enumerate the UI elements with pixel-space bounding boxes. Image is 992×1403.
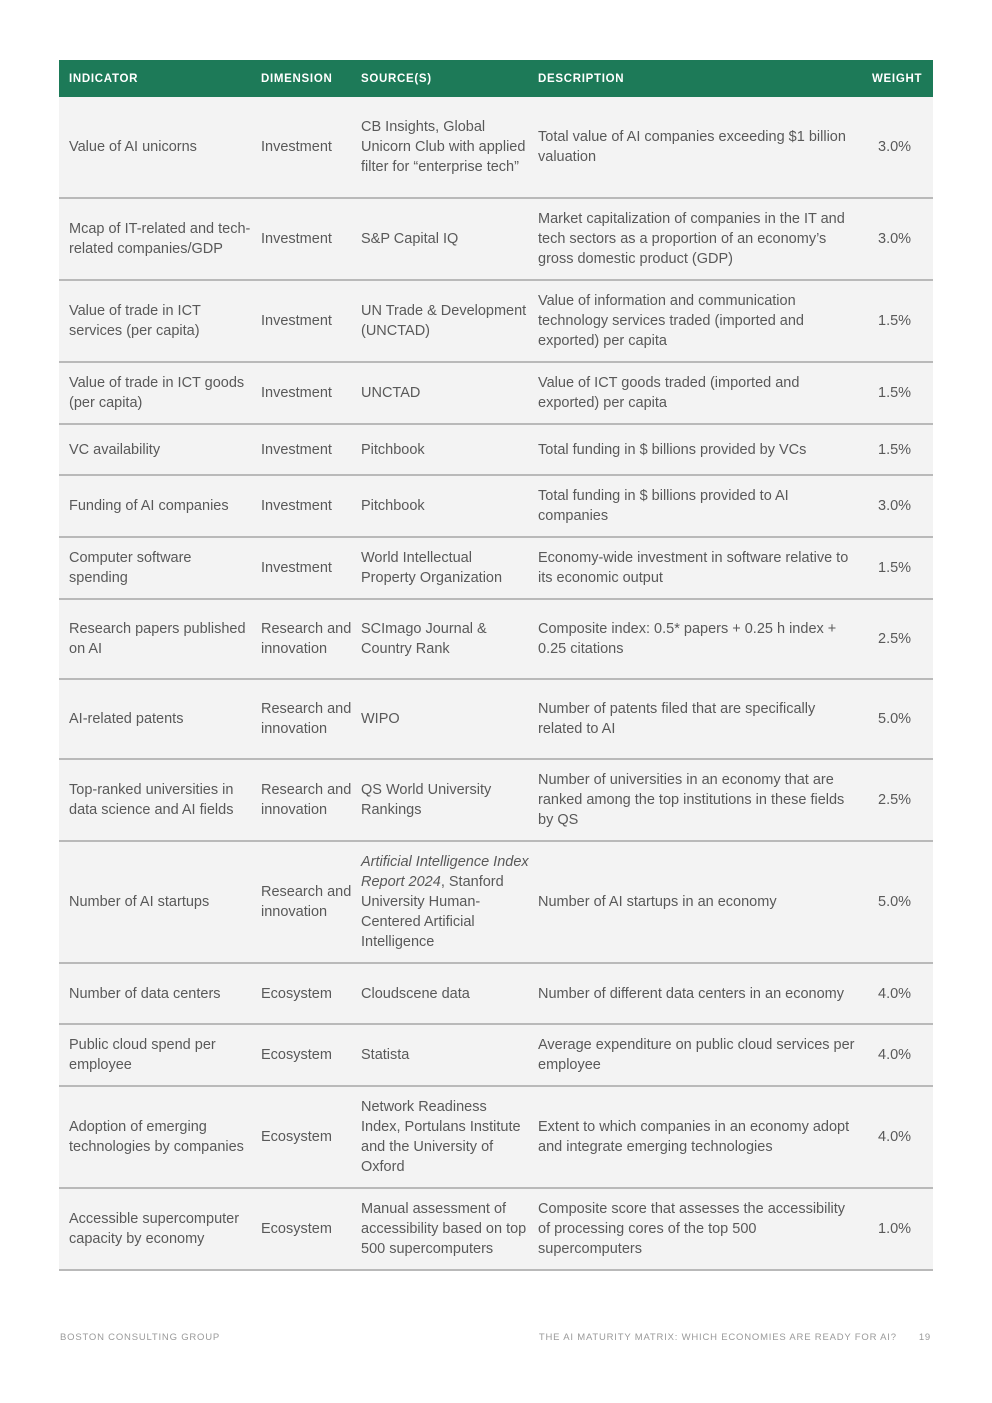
table-body	[59, 97, 933, 1270]
indicator-cell: Mcap of IT-related and tech-related companies/GDP	[69, 221, 251, 257]
indicator-table-container	[59, 60, 933, 1271]
weight-cell: 1.5%	[878, 560, 912, 576]
source-cell: Manual assessment of accessibility based on top 500 supercomputers	[361, 1201, 527, 1257]
description-cell: Number of AI startups in an economy	[538, 894, 777, 910]
source-cell: QS World University Rankings	[361, 782, 492, 818]
indicator-cell: Value of trade in ICT goods (per capita)	[69, 375, 245, 411]
dimension-cell: Investment	[261, 139, 332, 155]
source-cell	[359, 841, 536, 963]
source-text: , Stanford University Human-Centered Artificial Intelligence	[361, 874, 504, 950]
description-cell: Number of different data centers in an economy	[538, 985, 845, 1002]
header-sources: SOURCE(S)	[361, 72, 432, 85]
table-row	[59, 1188, 933, 1270]
description-cell: Total value of AI companies exceeding $1 billion valuation	[538, 129, 846, 165]
indicator-cell: Public cloud spend per employee	[69, 1037, 216, 1073]
dimension-cell: Investment	[261, 441, 332, 458]
source-cell: S&P Capital IQ	[361, 231, 459, 247]
dimension-cell: Ecosystem	[261, 1221, 332, 1237]
indicator-cell: Value of AI unicorns	[69, 139, 197, 155]
weight-cell: 3.0%	[878, 498, 912, 514]
description-cell: Economy-wide investment in software relative to its economic output	[538, 550, 849, 586]
description-cell: Number of patents filed that are specifically related to AI	[538, 701, 816, 737]
weight-cell: 5.0%	[878, 894, 912, 910]
table-row	[59, 599, 933, 679]
indicator-cell: Adoption of emerging technologies by companies	[69, 1119, 244, 1155]
source-cell: SCImago Journal & Country Rank	[361, 621, 487, 657]
weight-cell: 1.5%	[878, 441, 912, 458]
source-cell: Statista	[361, 1047, 410, 1063]
source-cell: World Intellectual Property Organization	[361, 550, 503, 586]
indicator-cell: Accessible supercomputer capacity by economy	[69, 1211, 240, 1247]
dimension-cell: Research and innovation	[261, 884, 352, 920]
header-indicator: INDICATOR	[69, 72, 139, 85]
weight-cell: 4.0%	[878, 1047, 912, 1063]
source-cell: Pitchbook	[361, 441, 425, 458]
table-row	[59, 759, 933, 841]
header-description: DESCRIPTION	[538, 72, 625, 85]
description-cell: Composite index: 0.5* papers + 0.25 h index + 0.25 citations	[538, 621, 837, 657]
table-row	[59, 841, 933, 963]
table-header-row	[59, 60, 933, 97]
weight-cell: 2.5%	[878, 631, 912, 647]
source-italic-title: Artificial Intelligence Index Report 2024	[361, 854, 529, 890]
description-cell: Value of information and communication technology services traded (imported and exported) per capita	[538, 293, 804, 349]
table-row	[59, 537, 933, 599]
page-number: 19	[918, 1332, 931, 1343]
indicator-cell: Top-ranked universities in data science and AI fields	[69, 782, 234, 818]
description-cell: Market capitalization of companies in the IT and tech sectors as a proportion of an economy’s gross domestic product (GDP)	[538, 211, 845, 267]
dimension-cell: Ecosystem	[261, 985, 332, 1002]
dimension-cell: Research and innovation	[261, 782, 352, 818]
weight-cell: 3.0%	[878, 231, 912, 247]
indicator-cell: Funding of AI companies	[69, 498, 229, 514]
description-cell: Extent to which companies in an economy adopt and integrate emerging technologies	[538, 1119, 850, 1155]
dimension-cell: Research and innovation	[261, 701, 352, 737]
weight-cell: 5.0%	[878, 711, 912, 727]
table-row	[59, 97, 933, 198]
table-row	[59, 362, 933, 424]
dimension-cell: Ecosystem	[261, 1047, 332, 1063]
description-cell: Composite score that assesses the accessibility of processing cores of the top 500 supercomputers	[538, 1201, 846, 1257]
footer-report-title: THE AI MATURITY MATRIX: WHICH ECONOMIES ARE READY FOR AI?	[538, 1332, 897, 1343]
dimension-cell: Investment	[261, 560, 332, 576]
description-cell: Number of universities in an economy that are ranked among the top institutions in these fields by QS	[538, 772, 845, 828]
dimension-cell: Investment	[261, 385, 332, 401]
dimension-cell: Investment	[261, 313, 332, 329]
weight-cell: 3.0%	[878, 139, 912, 155]
footer-right	[539, 1332, 931, 1343]
source-cell: Pitchbook	[361, 498, 425, 514]
header-weight: WEIGHT	[872, 72, 923, 85]
indicator-table	[59, 60, 933, 1271]
source-cell: WIPO	[361, 711, 400, 727]
dimension-cell: Investment	[261, 498, 332, 514]
description-cell: Average expenditure on public cloud services per employee	[538, 1037, 855, 1073]
source-cell: Cloudscene data	[361, 985, 470, 1002]
table-row	[59, 475, 933, 537]
indicator-cell: Value of trade in ICT services (per capita)	[69, 303, 201, 339]
dimension-cell: Investment	[261, 231, 332, 247]
dimension-cell: Ecosystem	[261, 1129, 332, 1145]
source-cell: UN Trade & Development (UNCTAD)	[361, 303, 527, 339]
description-cell: Total funding in $ billions provided to AI companies	[538, 488, 789, 524]
table-row	[59, 963, 933, 1024]
dimension-cell: Research and innovation	[261, 621, 352, 657]
weight-cell: 4.0%	[878, 1129, 912, 1145]
indicator-cell: Number of data centers	[69, 985, 221, 1002]
indicator-cell: Research papers published on AI	[69, 621, 246, 657]
weight-cell: 4.0%	[878, 985, 912, 1002]
source-cell: Network Readiness Index, Portulans Institute and the University of Oxford	[361, 1099, 521, 1175]
description-cell: Value of ICT goods traded (imported and exported) per capita	[538, 375, 800, 411]
indicator-cell: VC availability	[69, 441, 161, 458]
weight-cell: 2.5%	[878, 792, 912, 808]
indicator-cell: AI-related patents	[69, 711, 184, 727]
weight-cell: 1.0%	[878, 1221, 912, 1237]
indicator-cell: Number of AI startups	[69, 894, 210, 910]
weight-cell: 1.5%	[878, 385, 912, 401]
description-cell: Total funding in $ billions provided by VCs	[538, 441, 807, 458]
table-row	[59, 1086, 933, 1188]
weight-cell: 1.5%	[878, 313, 912, 329]
footer-publisher: BOSTON CONSULTING GROUP	[60, 1332, 221, 1343]
source-cell: CB Insights, Global Unicorn Club with applied filter for “enterprise tech”	[361, 119, 526, 175]
table-row	[59, 198, 933, 280]
table-row	[59, 424, 933, 475]
indicator-cell: Computer software spending	[69, 550, 192, 586]
table-row	[59, 679, 933, 759]
table-row	[59, 280, 933, 362]
table-row	[59, 1024, 933, 1086]
header-dimension: DIMENSION	[261, 72, 333, 85]
source-cell: UNCTAD	[361, 385, 421, 401]
